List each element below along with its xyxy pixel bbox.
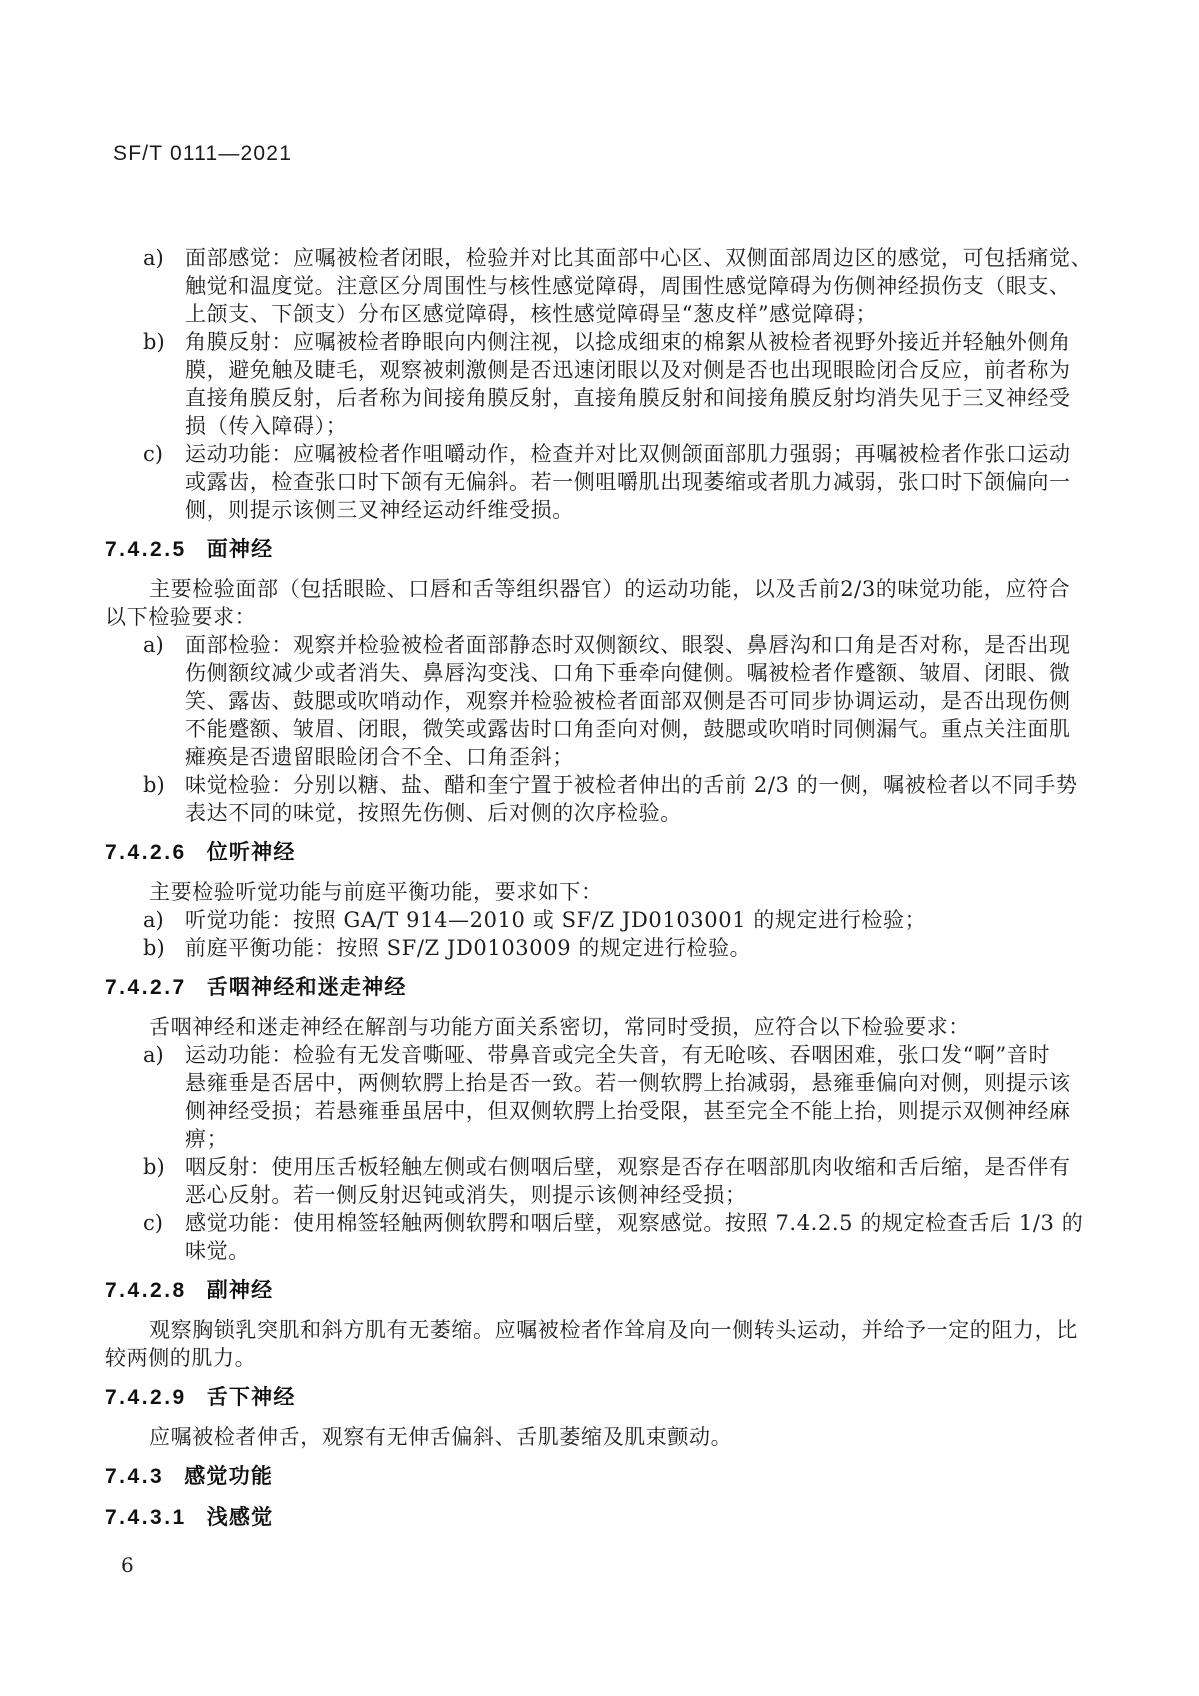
text-line: 味觉检验：分别以糖、盐、醋和奎宁置于被检者伸出的舌前 2/3 的一侧，嘱被检者以不同手势 — [185, 773, 1078, 797]
list-item — [105, 1041, 1097, 1153]
list-marker: b) — [143, 936, 165, 960]
text-line: 表达不同的味觉，按照先伤侧、后对侧的次序检验。 — [185, 801, 682, 825]
section-number: 7.4.2.7 — [105, 976, 187, 999]
text-line: 观察胸锁乳突肌和斜方肌有无萎缩。应嘱被检者作耸肩及向一侧转头运动，并给予一定的阻力，比 — [149, 1318, 1078, 1342]
list-item-text — [185, 631, 1097, 771]
list-item-text — [185, 906, 1097, 934]
list-item — [105, 440, 1097, 524]
text-line: 或露齿，检查张口时下颌有无偏斜。若一侧咀嚼肌出现萎缩或者肌力减弱，张口时下颌偏向一 — [185, 470, 1071, 494]
list-item — [105, 244, 1097, 328]
list-item-text — [185, 328, 1097, 440]
section-title: 舌下神经 — [206, 1386, 296, 1409]
list-item-text — [185, 440, 1097, 524]
list-item — [105, 1153, 1097, 1209]
text-line: 不能蹙额、皱眉、闭眼，微笑或露齿时口角歪向对侧，鼓腮或吹哨时同侧漏气。重点关注面肌 — [185, 717, 1071, 741]
paragraph — [105, 878, 1097, 906]
text-line: 感觉功能：使用棉签轻触两侧软腭和咽后壁，观察感觉。按照 7.4.2.5 的规定检查舌后 1/3 的 — [185, 1211, 1084, 1235]
section-number: 7.4.3 — [105, 1465, 165, 1488]
list-marker: a) — [143, 633, 164, 657]
section-title: 副神经 — [206, 1279, 274, 1302]
document-code-header: SF/T 0111—2021 — [113, 142, 293, 165]
text-line: 侧神经受损；若悬雍垂虽居中，但双侧软腭上抬受限，甚至完全不能上抬，则提示双侧神经麻 — [185, 1099, 1071, 1123]
list-item-text — [185, 244, 1097, 328]
list-item — [105, 771, 1097, 827]
text-line: 直接角膜反射，后者称为间接角膜反射，直接角膜反射和间接角膜反射均消失见于三叉神经受 — [185, 386, 1071, 410]
text-line: 角膜反射：应嘱被检者睁眼向内侧注视，以捻成细束的棉絮从被检者视野外接近并轻触外侧角 — [185, 330, 1071, 354]
text-line: 伤侧额纹减少或者消失、鼻唇沟变浅、口角下垂牵向健侧。嘱被检者作蹙额、皱眉、闭眼、微 — [185, 661, 1071, 685]
text-line: 面部检验：观察并检验被检者面部静态时双侧额纹、眼裂、鼻唇沟和口角是否对称，是否出现 — [185, 633, 1071, 657]
text-line: 味觉。 — [185, 1239, 250, 1263]
list-item-text — [185, 771, 1097, 827]
section-number: 7.4.2.6 — [105, 841, 187, 864]
section-title: 浅感觉 — [206, 1506, 274, 1529]
text-line: 以下检验要求： — [105, 605, 257, 629]
text-line: 较两侧的肌力。 — [105, 1346, 257, 1370]
list-marker: a) — [143, 246, 164, 270]
text-line: 舌咽神经和迷走神经在解剖与功能方面关系密切，常同时受损，应符合以下检验要求： — [149, 1015, 970, 1039]
list-marker: a) — [143, 1043, 164, 1067]
list-item — [105, 328, 1097, 440]
text-line: 痹； — [185, 1127, 229, 1151]
text-line: 损（传入障碍）； — [185, 414, 348, 438]
document-body — [105, 244, 1097, 1543]
text-line: 上颌支、下颌支）分布区感觉障碍，核性感觉障碍呈“葱皮样”感觉障碍； — [185, 302, 878, 326]
list-item-text — [185, 1209, 1097, 1265]
text-line: 运动功能：应嘱被检者作咀嚼动作，检查并对比双侧颌面部肌力强弱；再嘱被检者作张口运动 — [185, 442, 1071, 466]
section-title: 位听神经 — [206, 841, 296, 864]
list-marker: b) — [143, 330, 165, 354]
section-title: 舌咽神经和迷走神经 — [206, 976, 407, 999]
section-number: 7.4.2.5 — [105, 538, 187, 561]
list-marker: b) — [143, 1155, 165, 1179]
section-heading — [105, 1383, 1097, 1413]
text-line: 笑、露齿、鼓腮或吹哨动作，观察并检验被检者面部双侧是否可同步协调运动，是否出现伤侧 — [185, 689, 1071, 713]
paragraph — [105, 1013, 1097, 1041]
text-line: 侧，则提示该侧三叉神经运动纤维受损。 — [185, 498, 574, 522]
text-line: 主要检验面部（包括眼睑、口唇和舌等组织器官）的运动功能，以及舌前2/3的味觉功能，应符合 — [149, 577, 1071, 601]
text-line: 触觉和温度觉。注意区分周围性与核性感觉障碍，周围性感觉障碍为伤侧神经损伤支（眼支、 — [185, 274, 1071, 298]
text-line: 面部感觉：应嘱被检者闭眼，检验并对比其面部中心区、双侧面部周边区的感觉，可包括痛觉、 — [185, 246, 1093, 270]
text-line: 恶心反射。若一侧反射迟钝或消失，则提示该侧神经受损； — [185, 1183, 747, 1207]
section-heading — [105, 973, 1097, 1003]
page-number: 6 — [121, 1553, 134, 1577]
text-line: 应嘱被检者伸舌，观察有无伸舌偏斜、舌肌萎缩及肌束颤动。 — [149, 1425, 733, 1449]
list-marker: b) — [143, 773, 165, 797]
section-heading — [105, 1503, 1097, 1533]
section-heading — [105, 535, 1097, 565]
text-line: 咽反射：使用压舌板轻触左侧或右侧咽后壁，观察是否存在咽部肌肉收缩和舌后缩，是否伴有 — [185, 1155, 1071, 1179]
section-number: 7.4.3.1 — [105, 1506, 187, 1529]
paragraph — [105, 1316, 1097, 1372]
section-heading — [105, 838, 1097, 868]
text-line: 前庭平衡功能：按照 SF/Z JD0103009 的规定进行检验。 — [185, 936, 752, 960]
list-item-text — [185, 1153, 1097, 1209]
section-heading — [105, 1462, 1097, 1492]
section-title: 面神经 — [206, 538, 274, 561]
list-item — [105, 906, 1097, 934]
text-line: 运动功能：检验有无发音嘶哑、带鼻音或完全失音，有无呛咳、吞咽困难，张口发“啊”音时 — [185, 1043, 1051, 1067]
paragraph — [105, 1423, 1097, 1451]
paragraph — [105, 575, 1097, 631]
text-line: 听觉功能：按照 GA/T 914—2010 或 SF/Z JD0103001 的规定进行检验； — [185, 908, 927, 932]
list-item-text — [185, 1041, 1097, 1153]
list-item — [105, 1209, 1097, 1265]
list-item — [105, 631, 1097, 771]
list-marker: c) — [143, 1211, 163, 1235]
section-heading — [105, 1276, 1097, 1306]
text-line: 瘫痪是否遗留眼睑闭合不全、口角歪斜； — [185, 745, 574, 769]
list-marker: c) — [143, 442, 163, 466]
section-title: 感觉功能 — [184, 1465, 274, 1488]
list-item — [105, 934, 1097, 962]
text-line: 悬雍垂是否居中，两侧软腭上抬是否一致。若一侧软腭上抬减弱，悬雍垂偏向对侧，则提示该 — [185, 1071, 1071, 1095]
list-item-text — [185, 934, 1097, 962]
section-number: 7.4.2.9 — [105, 1386, 187, 1409]
text-line: 膜，避免触及睫毛，观察被刺激侧是否迅速闭眼以及对侧是否也出现眼睑闭合反应，前者称为 — [185, 358, 1071, 382]
section-number: 7.4.2.8 — [105, 1279, 187, 1302]
text-line: 主要检验听觉功能与前庭平衡功能，要求如下： — [149, 880, 603, 904]
list-marker: a) — [143, 908, 164, 932]
